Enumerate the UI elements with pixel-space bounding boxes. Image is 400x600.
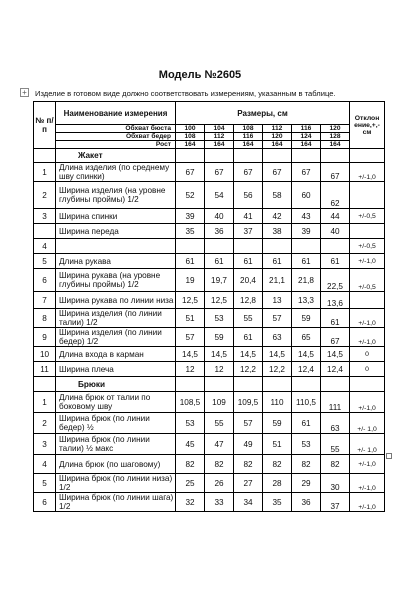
size-value: 30 [321,474,350,493]
size-value: 82 [292,455,321,474]
size-value: 63 [263,328,292,347]
measurement-name: Ширина спинки [56,209,176,224]
empty-cell [350,377,385,392]
row-number: 6 [34,493,56,512]
size-value: 108,5 [176,392,205,413]
size-value: 12,2 [263,362,292,377]
table-row [34,392,385,413]
tolerance-value: +/-1,0 [350,455,385,474]
empty-cell [321,377,350,392]
size-value: 53 [205,309,234,328]
size-value: 12,4 [292,362,321,377]
size-value: 29 [292,474,321,493]
size-value: 109 [205,392,234,413]
hips-size-cell: 108 [176,133,205,141]
size-value: 12,5 [176,292,205,309]
size-value: 61 [234,328,263,347]
measurement-name: Ширина изделия (по линии бедер) 1/2 [56,328,176,347]
tolerance-value: +/-0,5 [350,239,385,254]
size-value: 14,5 [234,347,263,362]
size-value: 28 [263,474,292,493]
table-row [34,209,385,224]
table-row [34,493,385,512]
row-number: 5 [34,254,56,269]
height-size-cell: 164 [176,141,205,149]
measurement-name: Длина изделия (по среднему шву спинки) [56,163,176,182]
row-number: 2 [34,182,56,209]
size-value: 65 [292,328,321,347]
size-value: 67 [292,163,321,182]
row-number: 1 [34,163,56,182]
size-value: 61 [292,413,321,434]
tolerance-value: +/-0,5 [350,209,385,224]
measurement-name: Ширина изделия (по линии талии) 1/2 [56,309,176,328]
table-row [34,474,385,493]
hips-size-cell: 120 [263,133,292,141]
empty-cell [292,377,321,392]
empty-cell [234,149,263,163]
size-value: 13 [263,292,292,309]
row-number: 3 [34,209,56,224]
size-value: 67 [321,163,350,182]
size-value: 57 [176,328,205,347]
page-title: Модель №2605 [158,69,242,81]
size-value: 82 [234,455,263,474]
size-value: 53 [176,413,205,434]
size-value: 110 [263,392,292,413]
table-row [34,182,385,209]
empty-cell [350,149,385,163]
size-value: 55 [234,309,263,328]
row-number: 5 [34,474,56,493]
measurement-name: Длина входа в карман [56,347,176,362]
table-row [34,309,385,328]
hips-size-cell: 116 [234,133,263,141]
size-value: 41 [234,209,263,224]
size-value: 111 [321,392,350,413]
hips-label: Обхват бедер [56,133,176,141]
empty-cell [234,377,263,392]
row-number: 1 [34,392,56,413]
table-move-handle-icon[interactable]: + [20,88,29,97]
size-value: 82 [321,455,350,474]
size-value: 61 [321,309,350,328]
measurement-name: Ширина брюк (по линии бедер) ½ [56,413,176,434]
row-number: 4 [34,455,56,474]
table-row [34,434,385,455]
size-value: 67 [263,163,292,182]
size-value: 14,5 [321,347,350,362]
size-value: 54 [205,182,234,209]
size-value: 59 [292,309,321,328]
height-size-cell: 164 [263,141,292,149]
header-name: Наименование измерения [56,102,176,125]
header-num: № п/п [34,102,56,149]
size-value: 33 [205,493,234,512]
table-end-marker [386,453,392,459]
size-value: 12,4 [321,362,350,377]
tolerance-value: 0 [350,347,385,362]
size-value: 32 [176,493,205,512]
size-value: 53 [292,434,321,455]
size-value: 57 [263,309,292,328]
table-row [34,254,385,269]
header-tolerance: Отклон ение,+,- см [350,102,385,149]
tolerance-value: +/-0,5 [350,269,385,292]
size-value: 26 [205,474,234,493]
size-value: 12 [176,362,205,377]
size-value: 52 [176,182,205,209]
hips-size-cell: 112 [205,133,234,141]
size-value: 13,6 [321,292,350,309]
size-value: 67 [176,163,205,182]
size-value: 61 [321,254,350,269]
section-row [34,149,385,163]
table-row [34,239,385,254]
tolerance-value: +/-1,0 [350,493,385,512]
hips-size-cell: 128 [321,133,350,141]
height-size-cell: 164 [205,141,234,149]
size-value: 59 [205,328,234,347]
size-value: 82 [176,455,205,474]
size-value: 82 [205,455,234,474]
size-value: 45 [176,434,205,455]
size-value: 39 [176,209,205,224]
size-value: 51 [263,434,292,455]
size-value: 22,5 [321,269,350,292]
size-value: 61 [263,254,292,269]
tolerance-value: 0 [350,362,385,377]
size-value: 35 [263,493,292,512]
size-value: 67 [321,328,350,347]
size-value: 39 [292,224,321,239]
empty-cell [292,149,321,163]
size-value: 59 [263,413,292,434]
measurement-name: Ширина рукава (на уровне глубины проймы) 1/2 [56,269,176,292]
measurement-name: Ширина плеча [56,362,176,377]
tolerance-value: +/-1,0 [350,328,385,347]
size-value [321,239,350,254]
size-value: 12,2 [234,362,263,377]
size-value: 36 [292,493,321,512]
size-value: 61 [176,254,205,269]
table-row [34,455,385,474]
size-value: 61 [234,254,263,269]
size-value: 109,5 [234,392,263,413]
size-value: 38 [263,224,292,239]
size-value [176,239,205,254]
empty-cell [263,149,292,163]
size-value: 14,5 [263,347,292,362]
size-value: 61 [205,254,234,269]
size-value: 19 [176,269,205,292]
empty-cell [176,377,205,392]
empty-cell [263,377,292,392]
size-value: 12,5 [205,292,234,309]
size-value: 60 [292,182,321,209]
row-number: 2 [34,413,56,434]
size-value: 37 [234,224,263,239]
size-value: 14,5 [292,347,321,362]
size-value [292,239,321,254]
tolerance-value [350,224,385,239]
intro-note: Изделие в готовом виде должно соответствовать измерениям, указанным в таблице. [35,89,336,98]
measurement-name: Длина брюк (по шаговому) [56,455,176,474]
table-row [34,328,385,347]
header-sizes: Размеры, см [176,102,350,125]
measurement-name: Ширина брюк (по линии талии) ½ макс [56,434,176,455]
size-value: 34 [234,493,263,512]
table-row [34,163,385,182]
size-value: 37 [321,493,350,512]
measurement-name: Ширина изделия (на уровне глубины проймы) 1/2 [56,182,176,209]
height-size-cell: 164 [234,141,263,149]
size-value [205,239,234,254]
tolerance-value: +/-1,0 [350,163,385,182]
size-value: 110,5 [292,392,321,413]
size-value: 57 [234,413,263,434]
row-number: 9 [34,328,56,347]
size-value: 12 [205,362,234,377]
tolerance-value: +/- 1,0 [350,434,385,455]
tolerance-value: +/-1,0 [350,474,385,493]
empty-cell [205,377,234,392]
section-title: Жакет [56,149,176,163]
measurement-name: Длина рукава [56,254,176,269]
size-value: 63 [321,413,350,434]
table-row [34,292,385,309]
row-number [34,224,56,239]
size-value [234,239,263,254]
size-value: 14,5 [205,347,234,362]
section-row [34,377,385,392]
size-value: 19,7 [205,269,234,292]
size-value: 21,8 [292,269,321,292]
tolerance-value: +/-1,0 [350,254,385,269]
bust-label: Обхват бюста [56,125,176,133]
measurements-table [33,101,385,512]
tolerance-value: +/- 1,0 [350,413,385,434]
row-number: 8 [34,309,56,328]
size-value: 13,3 [292,292,321,309]
size-value: 62 [321,182,350,209]
height-size-cell: 164 [321,141,350,149]
size-value: 56 [234,182,263,209]
size-value: 82 [263,455,292,474]
size-value: 20,4 [234,269,263,292]
bust-size-cell: 120 [321,125,350,133]
bust-size-cell: 116 [292,125,321,133]
bust-size-cell: 108 [234,125,263,133]
size-value: 55 [205,413,234,434]
size-value: 40 [205,209,234,224]
row-number: 7 [34,292,56,309]
empty-cell [176,149,205,163]
row-number: 10 [34,347,56,362]
height-size-cell: 164 [292,141,321,149]
height-label: Рост [56,141,176,149]
table-row [34,224,385,239]
measurement-name: Ширина брюк (по линии шага) 1/2 [56,493,176,512]
measurement-name [56,239,176,254]
table-row [34,347,385,362]
size-value: 58 [263,182,292,209]
size-value: 42 [263,209,292,224]
size-value: 27 [234,474,263,493]
size-value: 40 [321,224,350,239]
empty-cell [205,149,234,163]
size-value: 44 [321,209,350,224]
size-value: 67 [234,163,263,182]
size-value: 35 [176,224,205,239]
size-value: 21,1 [263,269,292,292]
bust-size-cell: 100 [176,125,205,133]
size-value: 14,5 [176,347,205,362]
tolerance-value: +/-1,0 [350,392,385,413]
tolerance-value [350,182,385,209]
measurement-name: Ширина переда [56,224,176,239]
row-number: 3 [34,434,56,455]
size-value: 67 [205,163,234,182]
size-value [263,239,292,254]
table-row [34,269,385,292]
measurement-name: Длина брюк от талии по боковому шву [56,392,176,413]
table-row [34,362,385,377]
row-number: 4 [34,239,56,254]
measurement-name: Ширина брюк (по линии низа) 1/2 [56,474,176,493]
size-value: 12,8 [234,292,263,309]
section-num-cell [34,377,56,392]
tolerance-value [350,292,385,309]
size-value: 25 [176,474,205,493]
table-row [34,413,385,434]
hips-size-cell: 124 [292,133,321,141]
size-value: 51 [176,309,205,328]
row-number: 11 [34,362,56,377]
size-value: 36 [205,224,234,239]
section-title: Брюки [56,377,176,392]
size-value: 47 [205,434,234,455]
size-value: 43 [292,209,321,224]
size-value: 49 [234,434,263,455]
bust-size-cell: 112 [263,125,292,133]
empty-cell [321,149,350,163]
size-value: 61 [292,254,321,269]
measurement-name: Ширина рукава по линии низа [56,292,176,309]
row-number: 6 [34,269,56,292]
section-num-cell [34,149,56,163]
bust-size-cell: 104 [205,125,234,133]
size-value: 55 [321,434,350,455]
tolerance-value: +/-1,0 [350,309,385,328]
